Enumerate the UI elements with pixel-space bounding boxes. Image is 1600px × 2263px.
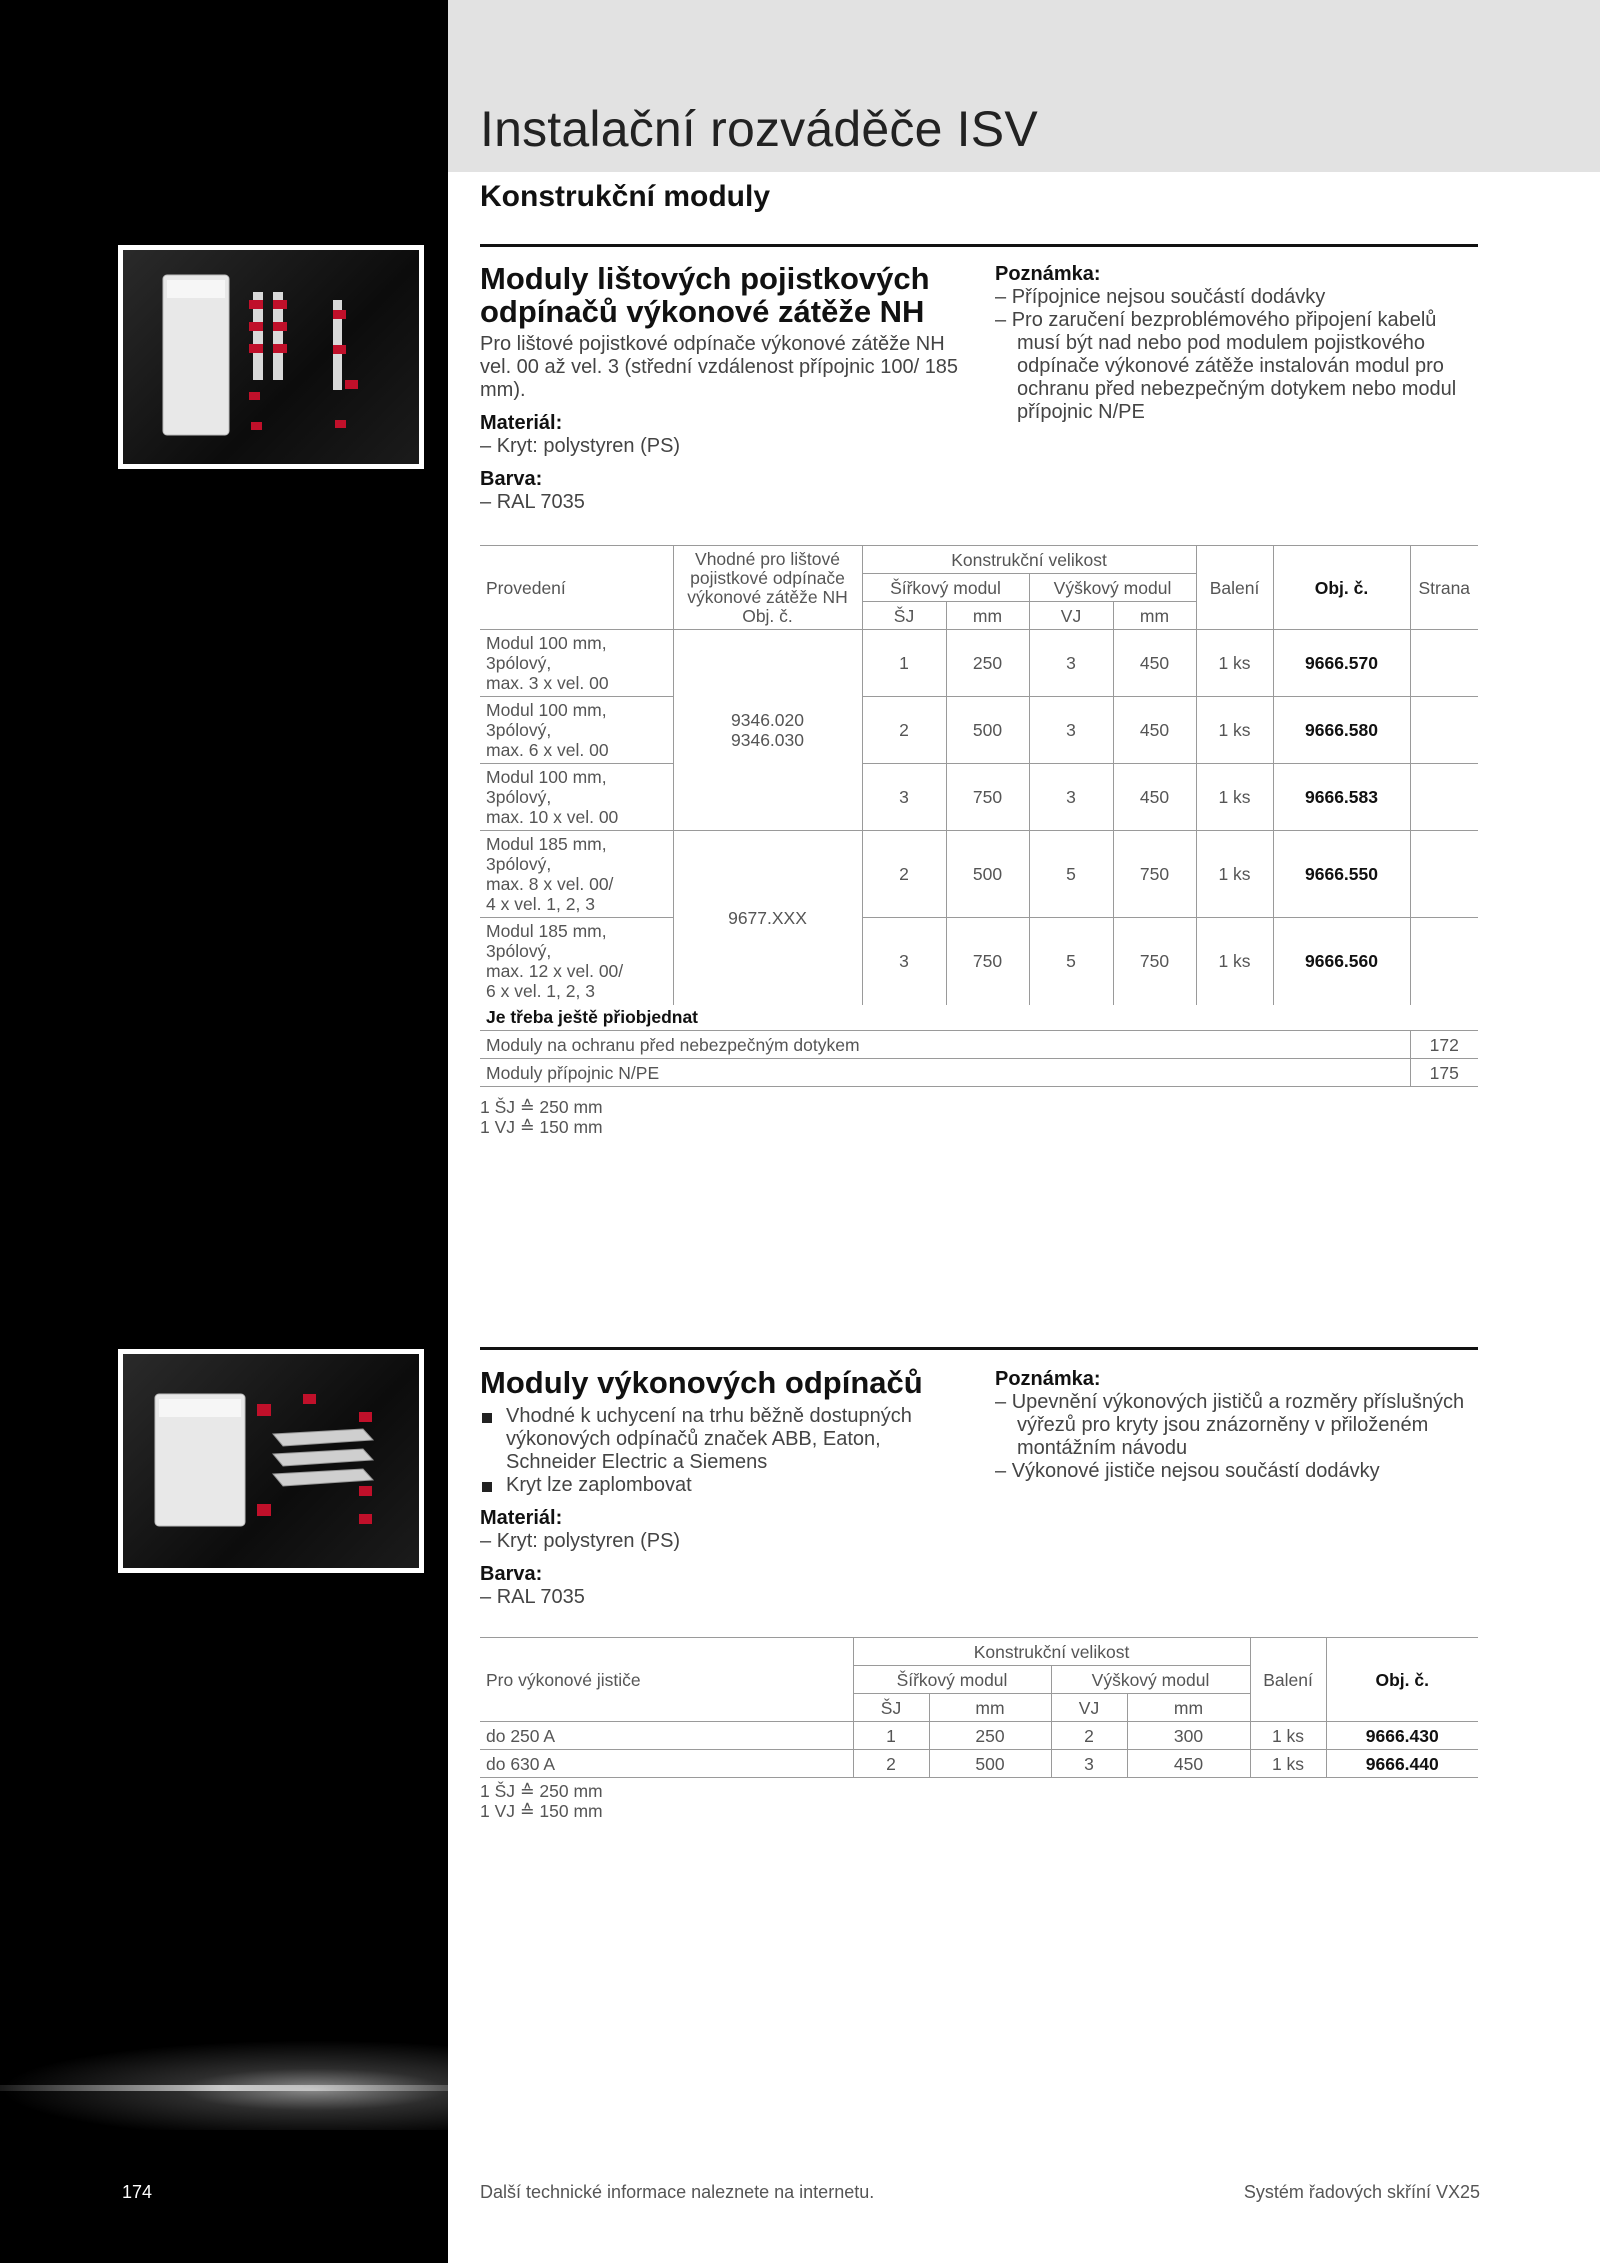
- header-pro: Pro výkonové jističe: [480, 1638, 853, 1722]
- order-row: [480, 1031, 1478, 1059]
- page-number: 174: [122, 2182, 153, 2202]
- row-provedeni: Modul 100 mm, 3pólový, max. 10 x vel. 00: [486, 767, 619, 827]
- row-strana: [1410, 630, 1478, 697]
- row-mm: 750: [946, 918, 1029, 1005]
- block1-note-label: Poznámka:: [995, 263, 1101, 285]
- block1-left-column: [480, 333, 970, 514]
- header-vhodne: Vhodné pro lištové pojistkové odpínače výkonové zátěže NH Obj. č.: [673, 546, 862, 630]
- row-mm: 250: [929, 1722, 1051, 1750]
- block1-title: Moduly lištových pojistkových odpínačů výkonové zátěže NH: [480, 261, 930, 329]
- block1-unit-notes: [480, 1097, 603, 1137]
- sidebar-light-line: [0, 2085, 448, 2091]
- table-row: [480, 1750, 1478, 1778]
- block2-color-label: Barva:: [480, 1563, 543, 1585]
- row-strana: [1410, 831, 1478, 918]
- row-mm: 750: [1113, 831, 1196, 918]
- order-page: 175: [1410, 1059, 1478, 1087]
- order-label: Moduly na ochranu před nebezpečným dotykem: [486, 1034, 860, 1055]
- row-pro: do 630 A: [486, 1753, 556, 1774]
- row-sj: 3: [862, 764, 946, 831]
- row-baleni: 1 ks: [1218, 787, 1251, 807]
- row-obj: 9666.560: [1273, 918, 1410, 1005]
- row-vj: 3: [1029, 630, 1113, 697]
- header-sj: ŠJ: [862, 602, 946, 630]
- row-vj: 2: [1051, 1722, 1127, 1750]
- product-photo-breaker-module: [118, 1349, 424, 1573]
- row-sj: 2: [862, 831, 946, 918]
- table-row: [480, 630, 1478, 697]
- header-provedeni: Provedení: [480, 546, 673, 630]
- row-obj: 9666.583: [1273, 764, 1410, 831]
- breaker-module-table: [480, 1637, 1478, 1778]
- row-mm: 250: [946, 630, 1029, 697]
- row-pro: do 250 A: [486, 1725, 556, 1746]
- block2-note-item: – Upevnění výkonových jističů a rozměry příslušných výřezů pro kryty jsou znázorněny v přiloženém montážním návodu: [995, 1391, 1465, 1459]
- row-baleni: 1 ks: [1218, 864, 1251, 884]
- block2-unit-notes: [480, 1781, 603, 1821]
- row-strana: [1410, 764, 1478, 831]
- row-vj: 3: [1029, 764, 1113, 831]
- row-provedeni: Modul 100 mm, 3pólový, max. 3 x vel. 00: [486, 633, 609, 693]
- header-mm: mm: [929, 1694, 1051, 1722]
- table-row: [480, 1722, 1478, 1750]
- block1-note-item: – Pro zaručení bezproblémového připojení kabelů musí být nad nebo pod modulem pojistkového odpínače výkonové zátěže instalován modul pro ochranu před nebezpečným dotykem nebo modul přípojnic N/PE: [995, 309, 1457, 423]
- order-heading-row: [480, 1005, 1478, 1031]
- row-mm: 500: [946, 697, 1029, 764]
- row-vj: 5: [1029, 918, 1113, 1005]
- row-vhodne-group1: 9346.020 9346.030: [673, 630, 862, 831]
- table-row: [480, 831, 1478, 918]
- table-row: [480, 697, 1478, 764]
- row-sj: 1: [862, 630, 946, 697]
- row-sj: 1: [853, 1722, 929, 1750]
- block2-note-label: Poznámka:: [995, 1368, 1101, 1390]
- header-vj: VJ: [1051, 1694, 1127, 1722]
- unit-note: 1 VJ ≙ 150 mm: [480, 1117, 603, 1137]
- header-vyskovy: Výškový modul: [1029, 574, 1196, 602]
- block1-note-item: – Přípojnice nejsou součástí dodávky: [995, 286, 1326, 308]
- nh-module-illustration: [123, 250, 419, 464]
- row-mm: 450: [1127, 1750, 1250, 1778]
- row-mm: 500: [929, 1750, 1051, 1778]
- section-divider-2: [480, 1347, 1478, 1350]
- row-obj: 9666.580: [1273, 697, 1410, 764]
- header-sirkovy: Šířkový modul: [862, 574, 1029, 602]
- row-baleni: 1 ks: [1218, 951, 1251, 972]
- row-baleni: 1 ks: [1218, 653, 1251, 673]
- header-baleni: Balení: [1196, 546, 1273, 630]
- block2-bullet: Kryt lze zaplombovat: [480, 1474, 970, 1497]
- block2-title: Moduly výkonových odpínačů: [480, 1365, 923, 1400]
- block2-left-column: [480, 1405, 970, 1609]
- header-vyskovy: Výškový modul: [1051, 1666, 1250, 1694]
- row-obj: 9666.570: [1273, 630, 1410, 697]
- block2-note-item: – Výkonové jističe nejsou součástí dodávky: [995, 1460, 1380, 1482]
- row-sj: 2: [862, 697, 946, 764]
- block2-bullet: Vhodné k uchycení na trhu běžně dostupných výkonových odpínačů značek ABB, Eaton, Schneider Electric a Siemens: [480, 1405, 970, 1474]
- product-photo-nh-module: [118, 245, 424, 469]
- row-obj: 9666.550: [1273, 831, 1410, 918]
- header-strana: Strana: [1410, 546, 1478, 630]
- row-mm: 300: [1127, 1722, 1250, 1750]
- row-vj: 3: [1029, 697, 1113, 764]
- header-baleni: Balení: [1250, 1638, 1326, 1722]
- row-obj: 9666.430: [1326, 1722, 1478, 1750]
- row-vhodne-group2: 9677.XXX: [673, 831, 862, 1005]
- block2-material-label: Materiál:: [480, 1507, 563, 1529]
- order-heading: Je třeba ještě přiobjednat: [486, 1007, 699, 1028]
- header-sj: ŠJ: [853, 1694, 929, 1722]
- header-mm: mm: [1127, 1694, 1250, 1722]
- unit-note: 1 VJ ≙ 150 mm: [480, 1801, 603, 1821]
- row-sj: 2: [853, 1750, 929, 1778]
- block2-note: [995, 1368, 1465, 1483]
- row-mm: 450: [1113, 764, 1196, 831]
- row-provedeni: Modul 185 mm, 3pólový, max. 8 x vel. 00/ 4 x vel. 1, 2, 3: [486, 834, 614, 914]
- row-strana: [1410, 697, 1478, 764]
- row-provedeni: Modul 100 mm, 3pólový, max. 6 x vel. 00: [486, 700, 609, 760]
- block1-note: [995, 263, 1465, 424]
- order-label: Moduly přípojnic N/PE: [486, 1062, 660, 1083]
- block1-description: Pro lištové pojistkové odpínače výkonové zátěže NH vel. 00 až vel. 3 (střední vzdálenost přípojnic 100/ 185 mm).: [480, 333, 959, 401]
- order-row: [480, 1059, 1478, 1087]
- footer-center-text: Další technické informace naleznete na internetu.: [480, 2182, 875, 2202]
- row-provedeni: Modul 185 mm, 3pólový, max. 12 x vel. 00/ 6 x vel. 1, 2, 3: [486, 921, 624, 1002]
- section-subtitle: Konstrukční moduly: [480, 180, 771, 213]
- block1-material-label: Materiál:: [480, 412, 563, 434]
- table-row: [480, 918, 1478, 1005]
- header-konstrukcni: Konstrukční velikost: [862, 546, 1196, 574]
- header-mm: mm: [1113, 602, 1196, 630]
- header-sirkovy: Šířkový modul: [853, 1666, 1051, 1694]
- header-obj: Obj. č.: [1273, 546, 1410, 630]
- block2-material-item: – Kryt: polystyren (PS): [480, 1530, 681, 1552]
- row-baleni: 1 ks: [1271, 1725, 1305, 1746]
- row-mm: 500: [946, 831, 1029, 918]
- row-obj: 9666.440: [1326, 1750, 1478, 1778]
- block1-color-label: Barva:: [480, 468, 543, 490]
- row-baleni: 1 ks: [1271, 1753, 1305, 1774]
- row-mm: 750: [946, 764, 1029, 831]
- row-vj: 3: [1051, 1750, 1127, 1778]
- row-strana: [1410, 918, 1478, 1005]
- row-mm: 450: [1113, 697, 1196, 764]
- row-baleni: 1 ks: [1218, 720, 1251, 740]
- header-vj: VJ: [1029, 602, 1113, 630]
- section-divider-1: [480, 244, 1478, 247]
- row-sj: 3: [862, 918, 946, 1005]
- row-mm: 450: [1113, 630, 1196, 697]
- block1-color-item: – RAL 7035: [480, 491, 585, 513]
- order-page: 172: [1410, 1031, 1478, 1059]
- row-vj: 5: [1029, 831, 1113, 918]
- footer-right-text: Systém řadových skříní VX25: [1243, 2182, 1480, 2202]
- header-konstrukcni: Konstrukční velikost: [853, 1638, 1250, 1666]
- header-obj: Obj. č.: [1326, 1638, 1478, 1722]
- row-mm: 750: [1113, 918, 1196, 1005]
- table-row: [480, 764, 1478, 831]
- page-title: Instalační rozváděče ISV: [480, 101, 1038, 157]
- breaker-module-illustration: [123, 1354, 419, 1568]
- block1-material-item: – Kryt: polystyren (PS): [480, 435, 681, 457]
- unit-note: 1 ŠJ ≙ 250 mm: [480, 1781, 603, 1801]
- block2-color-item: – RAL 7035: [480, 1586, 585, 1608]
- nh-module-table: [480, 545, 1478, 1087]
- header-mm: mm: [946, 602, 1029, 630]
- unit-note: 1 ŠJ ≙ 250 mm: [480, 1097, 603, 1117]
